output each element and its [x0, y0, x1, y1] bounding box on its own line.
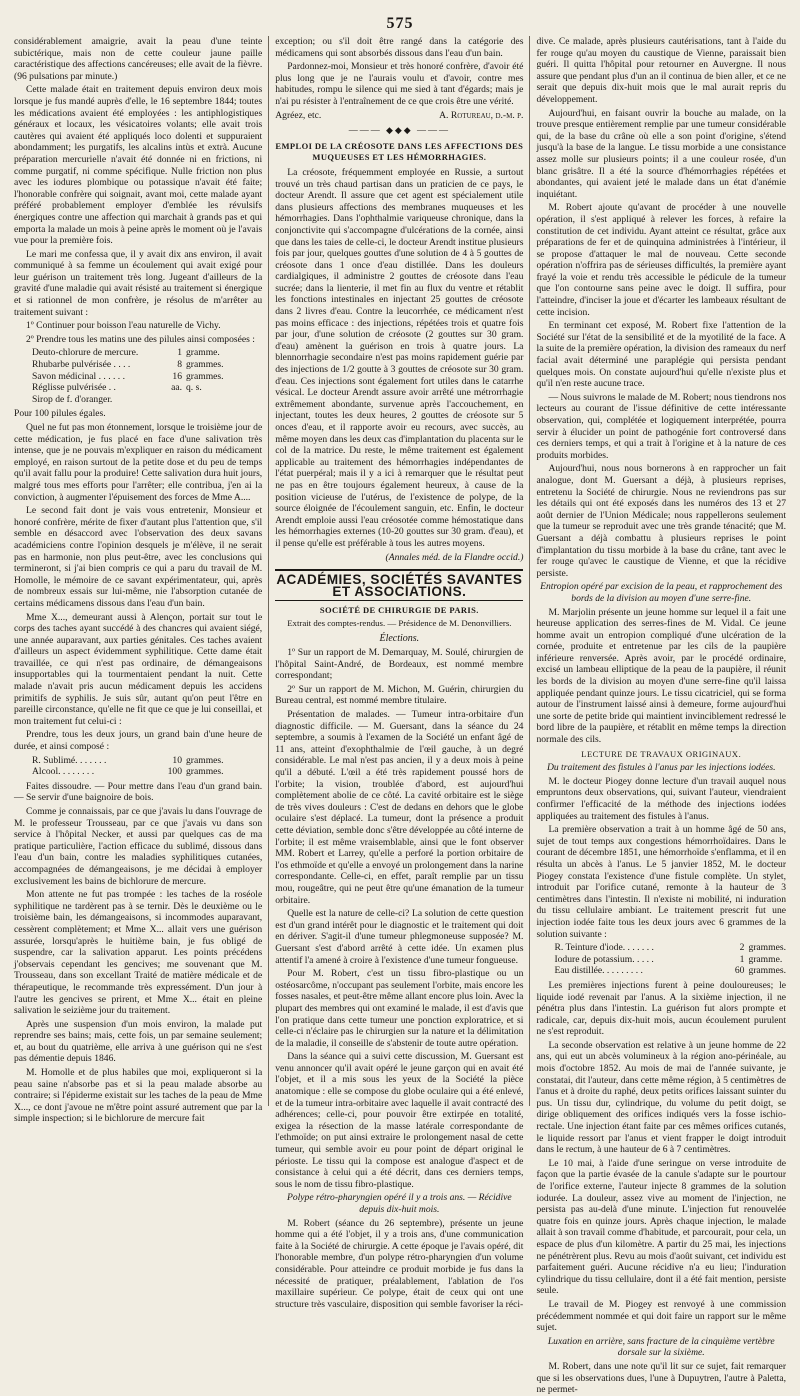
society-subtitle: Extrait des comptes-rendus. — Présidence de M. Denonvilliers. — [287, 617, 512, 628]
paragraph: M. Homolle et de plus habiles que moi, expliqueront si la peau saine n'absorbe pas et si la peau malade absorbe au contraire; si l'épiderme existait sur les taches de la peau de Mme X..., ce dont j'avoue ne m'être point assuré autrement que par la simple inspection; si le bichlorure de mercure fait — [14, 1067, 263, 1125]
subsection-heading: Entropion opéré par excision de la peau, et rapprochement des bords de la division au moyen d'une serre-fine. — [540, 581, 783, 604]
column-2 — [268, 36, 524, 1310]
paragraph: Mon attente ne fut pas trompée : les taches de la roséole syphilitique ne tardèrent pas à se ternir. Dès le deuxième ou le troisième bain, les démangeaisons, si incommodes auparavant, cessèrent complètement; et Mme X... allait vers une guérison assurée, lorsqu'après le huitième bain, je fus obligé de suspendre, car la salivation apparut. Les points précédens j'observais cependant les gencives; me souvenant que M. Trousseau, dans son excellant Traité de matière médicale et de thérapeutique, le recommande très expressément. D'un jour à l'autre les gencives se prirent, et Mme X... était en pleine salivation le seizième jour du traitement. — [14, 889, 263, 1017]
paragraph: Les premières injections furent à peine douloureuses; le liquide iodé revenait par l'anus. A la sixième injection, il ne pénétra plus dans l'intestin. La guérison fut alors prompte et radicale, car, depuis dix-huit mois, aucun écoulement purulent ne s'est reproduit. — [536, 979, 787, 1038]
page-number: 575 — [386, 15, 414, 32]
prescription-bath — [32, 755, 262, 778]
source-citation: (Annales méd. de la Flandre occid.) — [385, 551, 524, 563]
paragraph: Le 10 mai, à l'aide d'une seringue on verse introduite de façon que la partie évasée de la canule s'adapte sur le pourtour de l'orifice externe, l'auteur injecte 8 grammes de la solution iodurée. La douleur, assez vive au moment de l'injection, ne persista pas au-delà d'une minute. L'injection fut renouvelée quatre fois en quinze jours. Après chaque injection, le malade allait à son travail comme d'habitude, et parcourait, pour cela, un espace de plus d'un kilomètre. A partir du 25 mai, les injections ne pénétrèrent plus. Revu au mois d'août suivant, cet individu est parfaitement guéri. Aucune récidive n'a eu lieu; l'induration cylindrique du tissu cellulaire, dont il a été fait mention, persiste seule. — [536, 1157, 787, 1297]
prescription-iodine — [554, 942, 786, 977]
paragraph: exception; ou s'il doit être rangé dans la catégorie des médicamens qui sont absorbés dissous dans l'eau d'un bain. — [275, 36, 524, 59]
prescription-line: Réglisse pulvérisée . . aa. q. s. — [32, 382, 202, 394]
subsection-heading: Polype rétro-pharyngien opéré il y a trois ans. — Récidive depuis dix-huit mois. — [286, 1192, 512, 1215]
paragraph: Comme je connaissais, par ce que j'avais lu dans l'ouvrage de M. le professeur Trousseau, par ce que j'avais vu dans son service à l'hôpital Necker, et aussi par quelques cas de ma pratique particulière, l'action efficace du sublimé, dissous dans l'eau d'un bain, contre les maladies syphilitiques cutanées, accompagnées de démangeaisons, je me décidai à employer exclusivement les bains de bichlorure de mercure. — [14, 806, 263, 887]
paragraph: M. Marjolin présente un jeune homme sur lequel il a fait une heureuse application des serres-fines de M. Vidal. Ce jeune homme avait un entropion compliqué d'une ulcération de la cornée, produite et entretenue par les cils de la paupière inférieure renversée. Après avoir, par le procédé ordinaire, excisé un lambeau elliptique de la peau de la paupière, il réunit les bords de la division au moyen d'une serre-fine qu'il laissa appliquée pendant quinze jours. Le tissu cicatriciel, qui se forma autour de l'instrument laissé ainsi à demeure, forme aujourd'hui une sorte de petite bride qui maintient invinciblement redressé le bord libre de la paupière, et rétablit en même temps la direction normale des cils. — [536, 606, 787, 746]
prescription-line: Iodure de potassium. . . . . 1 gramme. — [554, 953, 783, 965]
columns — [14, 36, 787, 1396]
paragraph: Cette malade était en traitement depuis environ deux mois lorsque je fus mandé auprès d'elle, le 16 septembre 1844; toutes les médications avaient été employées : les antiphlogistiques généraux et locaux, les vésicatoires volants; elle avait trois cautères qui avaient été appliqués loco dolenti et suppuraient abondamment; les purgatifs, les alcalins intùs et extrà. Aucune préparation mercurielle n'avait été donnée ni en frictions, ni comme purgatif, ni comme spécifique. Nulle friction non plus avec les iodures plombique ou potassique n'avait été faite; l'honorable confrère qui soignait, avant moi, cette malade ayant préféré probablement employer d'emblée les révulsifs énergiques contre une affection qui marchait à grands pas et qui emporta la malade un mois à peine après le moment où je l'avais vue pour la première fois. — [14, 84, 263, 247]
paragraph: La créosote, fréquemment employée en Russie, a surtout trouvé un très chaud partisan dans un praticien de ce pays, le docteur Arendt. Il assure que cet agent est spécialement utile dans plusieurs affections des membranes muqueuses et les hémorrhagies. Dans l'ophthalmie variqueuse chronique, dans la conjonctivite qui s'accompagne d'ulcérations de la cornée, ainsi que dans les taies de celle-ci, le docteur Arendt institue plusieurs fois par jour, quelques gouttes d'une solution de 4 à 5 gouttes de créosote dans 1 once d'eau distillée. Dans les douleurs cardialgiques, il administre 2 gouttes de créosote dans l'eau sucrée; dans la lienterie, il met fin au flux du ventre et rétablit les fonctions intestinales en injectant 25 gouttes de créosote dans 2 livres d'eau. Contre la leucorrhée, ce médicament n'est pas moins efficace : des injections, répétées trois et quatre fois par jour, d'une solution de créosote (2 gouttes sur 30 gram. d'eau) amènent la guérison en trois à quatre jours. La blennorrhagie secondaire n'est pas moins rapidement guérie par des injections de 1/2 goutte à 3 gouttes de créosote sur 30 gram. d'eau. Ces injections sont également fort utiles dans le catarrhe vésical. Le docteur Arendt assure avoir arrêté une métrorrhagie extrêmement abondante, survenue après l'accouchement, en injectant, toutes les deux heures, 2 gouttes de créosote sur 5 onces d'eau, et il rapporte avoir eu recours, avec succès, au même moyen dans les deux cas d'implantation du placenta sur le col de la matrice. Du reste, le même traitement est également applicable au traitement des hémorrhagies indépendantes de l'état puerpéral; mais il y a ici à remarquer que le résultat peut ne pas en être toujours également heureux, à cause de la position vicieuse de l'utérus, de l'existence de polype, de la source éloignée de l'écoulement sanguin, etc. Enfin, le docteur Arendt emploie aussi l'eau créosotée comme hémostatique dans les hémorrhagies externes (10-20 gouttes sur 30 gram. d'eau), et il pense qu'elle est préférable à tous les autres moyens. — [275, 166, 524, 549]
prescription-line: R. Teinture d'iode. . . . . . . 2 grammes. — [554, 942, 787, 954]
paragraph: La seconde observation est relative à un jeune homme de 22 ans, qui eut un abcès volumineux à la région ano-périnéale, au mois d'octobre 1852. Au mois de mai de l'année suivante, je constatai, dit l'auteur, dans cette même région, à 5 centimètres de l'anus et à droite du raphé, deux petits orifices laissant suinter du pus. Un tissu dur, cylindrique, du volume du petit doigt, se dirige obliquement des orifices indiqués vers la fosse ischio-rectale. Une injection étant faite par ces mêmes orifices cutanés, le liquide ressort par l'anus et vient frapper le doigt introduit dans le rectum, à une hauteur de 6 à 7 centimètres. — [536, 1039, 787, 1156]
paragraph: La première observation a trait à un homme âgé de 50 ans, sujet de tout temps aux congestions hémorrhoïdaires. Dans le courant de décembre 1851, une hémorrhoïde s'enflamma, et il en résulta un abcès à l'anus. Le 5 janvier 1852, M. le docteur Piogey constata l'existence d'une fistule complète. Un stylet, introduit par l'orifice cutané, remonte à la hauteur de 3 centimètres dans l'intestin. Il n'existe ni mobilité, ni induration du tissu cellulaire ambiant. Le traitement prescrit fut une injection iodée faite tous les deux jours avec 6 grammes de la solution suivante : — [536, 824, 787, 940]
prescription-line: R. Sublimé. . . . . . . 10 grammes. — [32, 754, 224, 766]
paragraph: Le mari me confessa que, il y avait dix ans environ, il avait communiqué à sa femme un écoulement qui avait exigé pour leur guérison un traitement très long. Jugeant d'ailleurs de la gravité d'une maladie qui avait résisté au traitement si énergique et si rationnel de mon confrère, je résolus de m'arrêter au traitement suivant : — [14, 248, 263, 318]
column-3 — [529, 36, 787, 1396]
paragraph: M. le docteur Piogey donne lecture d'un travail auquel nous empruntons deux observations, qui, suivant l'auteur, viendraient confirmer l'efficacité de la méthode des injections iodées appliquées au traitement des fistules à l'anus. — [536, 775, 787, 822]
ornamental-divider: ——— ◆◆◆ ——— — [348, 125, 450, 136]
paragraph: Présentation de malades. — Tumeur intra-orbitaire d'un diagnostic difficile. — M. Guersant, dans la séance du 24 septembre, a soumis à l'examen de la Société un enfant âgé de 11 ans, atteint d'exophthalmie de l'œil gauche, à un degré considérable. Le mal n'est pas ancien, il y a deux mois à peine qu'il a débuté. L'œil a été très rapidement poussé hors de l'orbite; la vision, troublée d'abord, est aujourd'hui complètement abolie de ce côté. La cavité orbitaire est le siège de très vives douleurs : C'est de dedans en dehors que le globe oculaire s'est déplacé. La tumeur, dont la présence a produit cette déviation, semble donc s'être développée au côté interne de l'orbite; il est même vraisemblable, ainsi que le font observer MM. Robert et Larrey, qu'elle a perforé la portion orbitaire de l'os ethmoïde et qu'elle a envoyé un prolongement dans la narine correspondante. Celle-ci, en effet, paraît remplie par un tissu mou, rougeâtre, qui ne peut être qu'une émanation de la tumeur orbitaire. — [275, 709, 524, 906]
paragraph: 1º Continuer pour boisson l'eau naturelle de Vichy. — [26, 320, 221, 332]
paragraph: Pour 100 pilules égales. — [14, 408, 106, 420]
paragraph: Faites dissoudre. — Pour mettre dans l'eau d'un grand bain. — Se servir d'une baignoire de bois. — [14, 780, 263, 804]
author-signature: A. Rotureau, d.-m. p. — [439, 109, 524, 121]
paragraph: Après une suspension d'un mois environ, la malade put reprendre ses bains; mais, cette fois, un par semaine seulement; et, au bout du quatrième, elle arriva à une guérison qui ne s'est pas démentie depuis 1846. — [14, 1018, 263, 1065]
closing-greeting: Agréez, etc. — [275, 109, 322, 121]
paragraph: M. Robert ajoute qu'avant de procéder à une nouvelle opération, il s'est appliqué à relever les forces, à refaire la constitution de cet individu. Ayant atteint ce résultat, grâce aux préparations de fer et de quinquina administrées à l'intérieur, il se propose d'attaquer le mal de nouveau. Cette seconde opération n'offrira pas de sérieuses difficultés, la première ayant frayé la voie et rendu très accessible le pédicule de la tumeur que l'on contourne sans peine avec le doigt. Il suffira, pour l'atteindre, d'inciser la joue et d'écarter les lambeaux résultant de cette incision. — [536, 202, 787, 318]
paragraph: Quel ne fut pas mon étonnement, lorsque le troisième jour de cette médication, je fus placé en face d'une salivation très intense, que je ne pouvais m'expliquer en raison du médicament employé, en raison surtout de la petite dose et du peu de temps qu'il avait fallu pour la produire! Cette salivation dura huit jours, malgré tous mes efforts pour l'arrêter; elle contribua, j'en ai la conviction, à augmenter l'épuisement des forces de Mme A.... — [14, 422, 263, 503]
paragraph: Prendre, tous les deux jours, un grand bain d'une heure de durée, et ainsi composé : — [14, 729, 263, 753]
paragraph: dive. Ce malade, après plusieurs cautérisations, tant à l'aide du fer rouge qu'au moyen du caustique de Vienne, paraissait bien guéri. Il quitta l'hôpital pour retourner en Auvergne. Il nous assure que pendant plus d'un an il continua de bien aller, et ce ne serait que depuis dix-huit mois que le mal aurait repris du développement. — [536, 36, 787, 105]
prescription-line: Savon médicinal . . . . . . 16 grammes. — [32, 370, 224, 382]
paragraph: Mme X..., demeurant aussi à Alençon, portait sur tout le corps des taches ayant succédé à des chancres qui avaient siégé, une année auparavant, aux parties génitales. Ces taches avaient d'ailleurs un aspect évidemment syphilitique. Cette dame était travaillée, ce qui n'est pas ordinaire, de démangeaisons insupportables qui la tourmentaient pendant la nuit. Cette malade n'avait pris aucun médicament depuis les accidens primitifs de syphilis. Je suis sûr, autant qu'on peut l'être en pareille circonstance, qu'elle ne fit que ce que je lui conseillai, et mon traitement fut celui-ci : — [14, 611, 263, 727]
column-1 — [14, 36, 263, 1125]
paragraph: Aujourd'hui, en faisant ouvrir la bouche au malade, on la trouve presque entièrement remplie par une tumeur considérable qui, de la base du crâne où elle a son point d'origine, s'étend jusqu'à la base de la langue. Le tissu morbide a une consistance assez molle sur plusieurs points; il a une couleur rosée, d'un blanc grisâtre. Il a été la source d'hémorrhagies répétées et abondantes, qui avaient jeté le malade dans un état d'anémie inquiétant. — [536, 107, 787, 200]
paragraph: considérablement amaigrie, avait la peau d'une teinte subictérique, mais non de cette couleur jaune paille caractéristique des affections cancéreuses; elle avait de la fièvre. (96 pulsations par minute.) — [14, 36, 263, 82]
prescription-line: Deuto-chlorure de mercure. 1 gramme. — [32, 347, 220, 359]
prescription-line: Eau distillée. . . . . . . . . 60 grammes. — [554, 965, 787, 977]
paragraph: M. Robert, dans une note qu'il lit sur ce sujet, fait remarquer que si les observations dues, l'une à Dupuytren, l'autre à Paletta, ne permet- — [536, 1360, 787, 1396]
paragraph: Pardonnez-moi, Monsieur et très honoré confrère, d'avoir été plus long que je ne l'aurais voulu et d'avoir, contre mes habitudes, rompu le silence qui me sied à tant d'égards; mais je n'ai pu résister à l'entraînement de ce que crois être une vérité. — [275, 61, 524, 107]
paragraph: — Nous suivrons le malade de M. Robert; nous tiendrons nos lecteurs au courant de l'issue définitive de cette intéressante observation, qui, complétée et logiquement interprétée, pourra servir à élucider un point de pathogénie fort controversé dans ces derniers temps, et qui a trait à l'origine et à la nature de ces produits morbides. — [536, 391, 787, 461]
paragraph: 2º Prendre tous les matins une des pilules ainsi composées : — [26, 333, 255, 345]
article-title: EMPLOI DE LA CRÉOSOTE DANS LES AFFECTIONS DES MUQUEUSES ET LES HÉMORRHAGIES. — [275, 140, 524, 163]
paragraph: M. Robert (séance du 26 septembre), présente un jeune homme qui a été l'objet, il y a trois ans, d'une communication faite à la Société de chirurgie. A cette époque je l'avais opéré, dit l'honorable membre, d'un polype rétro-pharyngien d'un volume considérable. Pour atteindre ce produit morbide je fus dans la nécessité de pratiquer, préalablement, l'ablation de l'os maxillaire supérieur. Ce polype, était de ceux qui ont une structure très vasculaire, disposition qui semble favoriser la réci- — [275, 1217, 524, 1310]
paragraph: En terminant cet exposé, M. Robert fixe l'attention de la Société sur l'état de la sensibilité et de la myotilité de la face. A la suite de la première opération, la division des rameaux du nerf facial avait déterminé une paraplégie qui persista pendant quelques mois. On constate aujourd'hui qu'elle n'existe plus et qu'il n'en reste aucune trace. — [536, 320, 787, 390]
subsection-heading: LECTURE DE TRAVAUX ORIGINAUX. — [581, 748, 742, 759]
prescription-line: Alcool. . . . . . . . 100 grammes. — [32, 766, 224, 778]
prescription-pills — [32, 347, 262, 405]
paragraph: Quelle est la nature de celle-ci? La solution de cette question est d'un grand intérêt pour le diagnostic et le traitement qui doit en dériver. S'agit-il d'une tumeur phlegmoneuse supposée? M. Guersant s'est d'abord arrêté à cette idée. Un examen plus attentif l'a amené à croire à l'existence d'une tumeur fongueuse. — [275, 908, 524, 966]
paragraph: Aujourd'hui, nous nous bornerons à en rapprocher un fait analogue, dont M. Guersant a déjà, à plusieurs reprises, entretenu la Société de chirurgie. Nous ne reviendrons pas sur les détails qui ont été exposés dans les numéros des 13 et 27 août dernier de l'Union Médicale; nous rappellerons seulement que la tumeur se reproduit avec une très grande ténacité; que M. Guersant a déjà combattu à plusieurs reprises le point d'implantation du tissu morbide à la base du crâne, tant avec le fer rouge qu'avec le caustique de Vienne, et que la récidive persiste. — [536, 463, 787, 579]
paragraph: Pour M. Robert, c'est un tissu fibro-plastique ou un ostéosarcôme, n'occupant pas seulement l'orbite, mais encore les fosses nasales, et peut-être même allant encore plus loin. Avec la plupart des membres qui ont examiné le malade, il est d'avis que l'on pratique dans cette tumeur une ponction exploratrice, et si celle-ci n'éclaire pas le chirurgien sur la nature et la délimitation de la maladie, il conseille de s'abstenir de toute autre opération. — [275, 968, 524, 1049]
paragraph: 1º Sur un rapport de M. Demarquay, M. Soulé, chirurgien de l'hôpital Saint-André, de Bordeaux, est nommé membre correspondant; — [275, 647, 524, 682]
paragraph: Le second fait dont je vais vous entretenir, Monsieur et honoré confrère, mérite de fixer d'autant plus l'attention que, s'il semble en désaccord avec l'observation des deux savans académiciens contre l'opinion desquels je m'élève, il ne serait pas en harmonie, non plus peut-être, avec les conclusions qui termineront, si j'ai bien compris ce qui a paru du travail de M. Homolle, le mémoire de ce savant expérimentateur, qui, après de nombreux essais sur lui-même, nie l'absorption cutanée de certains médicamens dissous dans l'eau d'un bain. — [14, 505, 263, 609]
subsection-heading: Luxation en arrière, sans fracture de la cinquième vertèbre dorsale sur la sixième. — [547, 1335, 775, 1359]
prescription-line: Rhubarbe pulvérisée . . . . 8 grammes. — [32, 359, 224, 371]
subsection-heading: Élections. — [379, 632, 420, 644]
paragraph: Dans la séance qui a suivi cette discussion, M. Guersant est venu annoncer qu'il avait opéré le jeune garçon qui en avait été l'objet, et il a mis sous les yeux de la Société la pièce anatomique : elle se compose du globe oculaire qui a été enlevé, et de la tumeur intra-orbitaire avec laquelle il avait contracté des adhérences; celle-ci, pour pouvoir être extirpée en totalité, exigea la résection de la masse latérale correspondante de l'ethmoïde; on put ainsi extraire le prolongement nasal de cette tumeur, qui semble avoir eu pour point de départ original le périoste. Le tissu qui la compose est analogue d'aspect et de consistance à celui qui a été décrit, dans ces derniers temps, sous le nom de tissu fibro-plastique. — [275, 1051, 524, 1190]
subsection-heading: Du traitement des fistules à l'anus par les injections iodées. — [546, 762, 776, 774]
prescription-line: Sirop de f. d'oranger. — [32, 393, 113, 405]
section-heading: ACADÉMIES, SOCIÉTÉS SAVANTES ET ASSOCIATIONS. — [275, 569, 523, 601]
signature-line — [275, 110, 523, 122]
paragraph: Le travail de M. Piogey est renvoyé à une commission précédemment nommée et qui doit faire un rapport sur le même sujet. — [536, 1298, 787, 1334]
society-title: SOCIÉTÉ DE CHIRURGIE DE PARIS. — [319, 605, 479, 616]
paragraph: 2º Sur un rapport de M. Michon, M. Guérin, chirurgien du Bureau central, est nommé membre titulaire. — [275, 683, 524, 707]
